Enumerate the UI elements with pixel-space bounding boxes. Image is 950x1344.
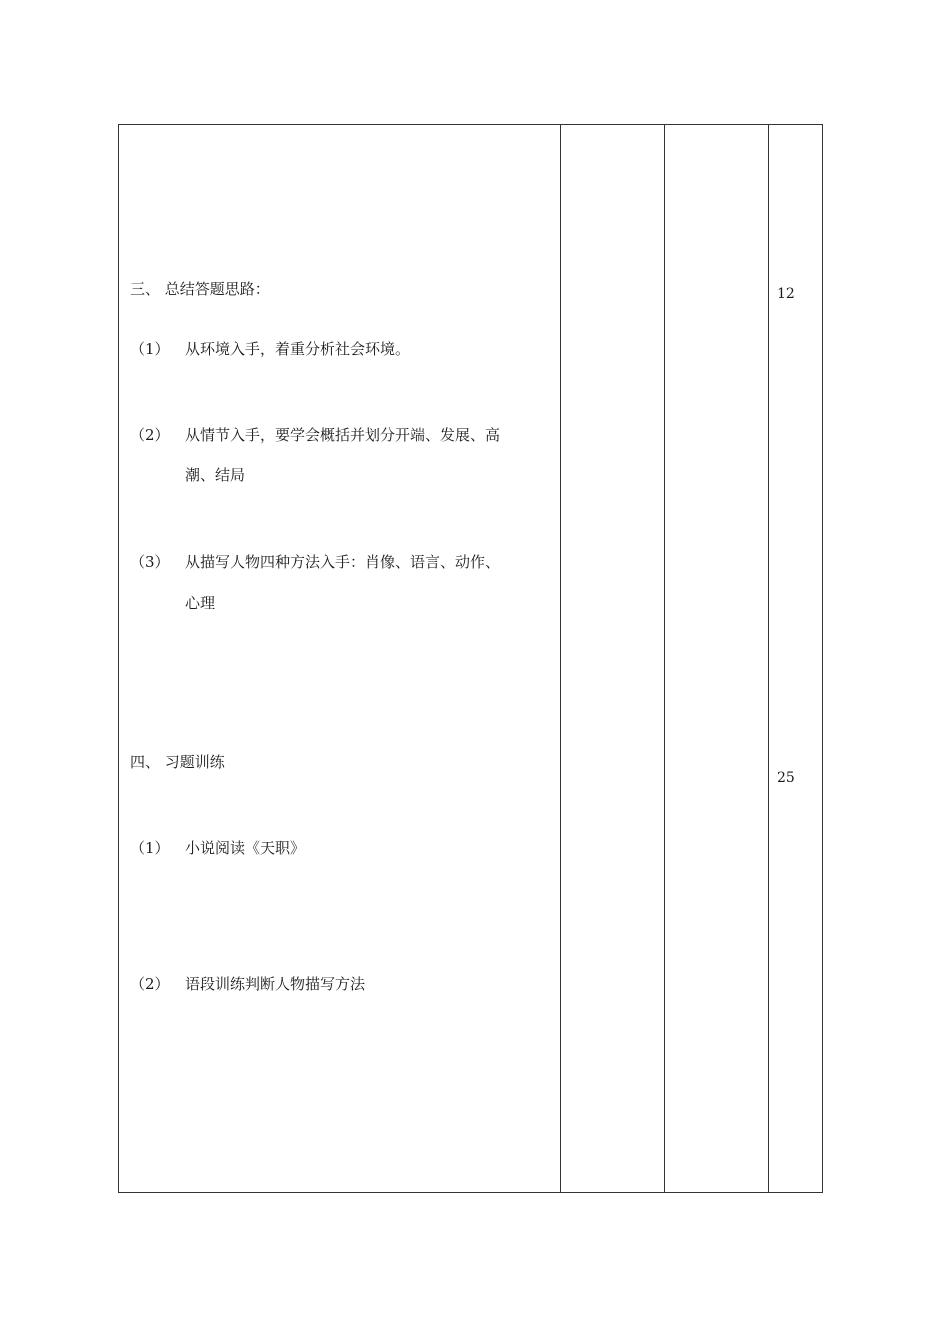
column-divider-1: [560, 125, 561, 1192]
section3-item2-text-cont: 潮、结局: [185, 466, 246, 484]
section3-item1-text: 从环境入手，着重分析社会环境。: [185, 340, 411, 358]
section4-heading: 四、 习题训练: [130, 753, 225, 771]
section4-item1-marker: （1）: [130, 839, 170, 857]
section3-item3-marker: （3）: [130, 553, 170, 571]
section3-item2-marker: （2）: [130, 426, 170, 444]
section4-time: 25: [777, 770, 795, 786]
column-divider-2: [664, 125, 665, 1192]
section4-item1-text: 小说阅读《天职》: [185, 839, 306, 857]
section4-item2-text: 语段训练判断人物描写方法: [185, 975, 366, 993]
section3-heading: 三、 总结答题思路：: [130, 280, 270, 298]
section3-item1-marker: （1）: [130, 340, 170, 358]
section3-item3-text: 从描写人物四种方法入手：肖像、语言、动作、: [185, 553, 501, 571]
column-divider-3: [768, 125, 769, 1192]
section3-item2-text: 从情节入手，要学会概括并划分开端、发展、高: [185, 426, 501, 444]
section3-time: 12: [777, 286, 795, 302]
section4-item2-marker: （2）: [130, 975, 170, 993]
section3-item3-text-cont: 心理: [185, 594, 216, 612]
